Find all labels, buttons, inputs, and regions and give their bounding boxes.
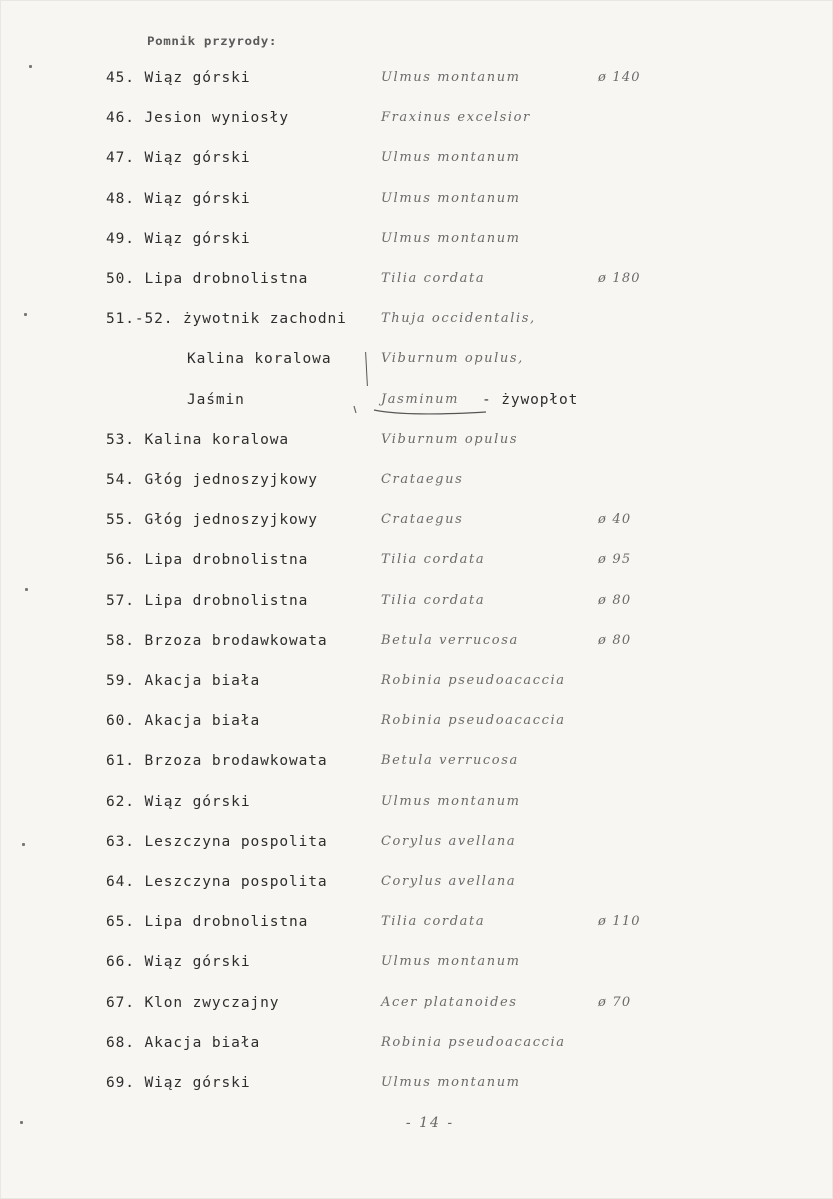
list-item xyxy=(0,590,833,612)
list-item xyxy=(0,147,833,169)
latin-name: Thuja occidentalis, xyxy=(381,311,536,327)
margin-mark xyxy=(22,843,25,846)
list-item xyxy=(0,228,833,250)
latin-name: Viburnum opulus, xyxy=(381,351,524,367)
list-item xyxy=(0,1032,833,1054)
list-item xyxy=(0,308,833,330)
latin-name: Tilia cordata xyxy=(381,271,486,286)
latin-name: Acer platanoides xyxy=(381,994,518,1010)
latin-name: Ulmus montanum xyxy=(381,190,521,206)
latin-name: Crataegus xyxy=(381,512,464,528)
polish-name: 62. Wiąz górski xyxy=(106,793,251,810)
trunk-diameter: ø 180 xyxy=(598,271,641,286)
polish-name: 66. Wiąz górski xyxy=(106,954,251,971)
latin-name: Corylus avellana xyxy=(381,874,517,889)
latin-name: Ulmus montanum xyxy=(381,1075,521,1090)
latin-name: Robinia pseudoacaccia xyxy=(381,673,566,688)
latin-name: Tilia cordata xyxy=(381,552,486,568)
latin-name: Betula verrucosa xyxy=(381,753,519,769)
latin-name: Robinia pseudoacaccia xyxy=(381,713,566,729)
latin-name: Crataegus xyxy=(381,472,464,487)
latin-name: Fraxinus excelsior xyxy=(381,110,531,126)
latin-name: Ulmus montanum xyxy=(381,150,521,166)
latin-name: Ulmus montanum xyxy=(381,954,521,970)
polish-name: 46. Jesion wyniosły xyxy=(106,110,289,127)
list-item xyxy=(0,750,833,772)
trunk-diameter: ø 140 xyxy=(598,70,641,85)
polish-name: 65. Lipa drobnolistna xyxy=(106,914,309,931)
latin-name: Viburnum opulus xyxy=(381,431,519,447)
list-item xyxy=(0,188,833,210)
list-item xyxy=(0,429,833,451)
polish-name: 57. Lipa drobnolistna xyxy=(106,592,309,609)
margin-mark xyxy=(25,588,28,591)
polish-name: 48. Wiąz górski xyxy=(106,190,251,207)
trunk-diameter: ø 40 xyxy=(598,512,632,528)
latin-name: Jasminum xyxy=(381,391,459,407)
polish-name: 49. Wiąz górski xyxy=(106,230,251,247)
list-item xyxy=(0,710,833,732)
latin-name: Robinia pseudoacaccia xyxy=(381,1034,566,1050)
polish-name: 68. Akacja biała xyxy=(106,1034,261,1051)
list-item xyxy=(0,992,833,1014)
polish-name: 69. Wiąz górski xyxy=(106,1075,251,1091)
polish-name: 63. Leszczyna pospolita xyxy=(106,833,328,850)
list-item xyxy=(0,107,833,129)
latin-name: Tilia cordata xyxy=(381,914,486,930)
list-item xyxy=(0,549,833,571)
polish-name: 50. Lipa drobnolistna xyxy=(106,271,309,287)
section-heading: Pomnik przyrody: xyxy=(147,33,278,48)
polish-name: 51.-52. żywotnik zachodni xyxy=(106,311,347,328)
list-item xyxy=(0,951,833,973)
trunk-diameter: ø 70 xyxy=(598,994,632,1010)
margin-mark xyxy=(24,313,27,316)
latin-name: Tilia cordata xyxy=(381,592,486,608)
polish-name: 59. Akacja biała xyxy=(106,673,261,689)
list-item xyxy=(0,831,833,853)
list-item xyxy=(0,469,833,491)
list-item xyxy=(0,871,833,893)
list-item xyxy=(0,348,833,370)
trunk-diameter: ø 95 xyxy=(598,552,632,568)
latin-name: Ulmus montanum xyxy=(381,793,521,809)
polish-name: 53. Kalina koralowa xyxy=(106,431,289,448)
latin-name: Betula verrucosa xyxy=(381,632,519,648)
note-suffix: - żywopłot xyxy=(482,391,579,408)
trunk-diameter: ø 80 xyxy=(598,632,632,648)
polish-name: 47. Wiąz górski xyxy=(106,150,251,167)
polish-name: 56. Lipa drobnolistna xyxy=(106,552,309,569)
handwritten-underline xyxy=(352,400,492,422)
polish-name: 55. Głóg jednoszyjkowy xyxy=(106,512,318,529)
latin-name: Ulmus montanum xyxy=(381,70,521,85)
polish-name: Kalina koralowa xyxy=(187,351,332,368)
list-item xyxy=(0,268,833,290)
polish-name: 60. Akacja biała xyxy=(106,713,261,730)
polish-name: 45. Wiąz górski xyxy=(106,70,251,86)
list-item xyxy=(0,630,833,652)
polish-name: 54. Głóg jednoszyjkowy xyxy=(106,472,318,488)
list-item xyxy=(0,509,833,531)
latin-name: Ulmus montanum xyxy=(381,230,521,246)
latin-name: Corylus avellana xyxy=(381,833,517,849)
list-item xyxy=(0,1072,833,1094)
polish-name: Jaśmin xyxy=(187,391,245,408)
trunk-diameter: ø 110 xyxy=(598,914,641,930)
margin-mark xyxy=(29,65,32,68)
polish-name: 61. Brzoza brodawkowata xyxy=(106,753,328,770)
polish-name: 58. Brzoza brodawkowata xyxy=(106,632,328,649)
polish-name: 64. Leszczyna pospolita xyxy=(106,874,328,890)
list-item xyxy=(0,911,833,933)
list-item xyxy=(0,67,833,89)
page-number: - 14 - xyxy=(405,1115,455,1131)
list-item xyxy=(0,670,833,692)
list-item xyxy=(0,791,833,813)
trunk-diameter: ø 80 xyxy=(598,592,632,608)
polish-name: 67. Klon zwyczajny xyxy=(106,994,280,1011)
